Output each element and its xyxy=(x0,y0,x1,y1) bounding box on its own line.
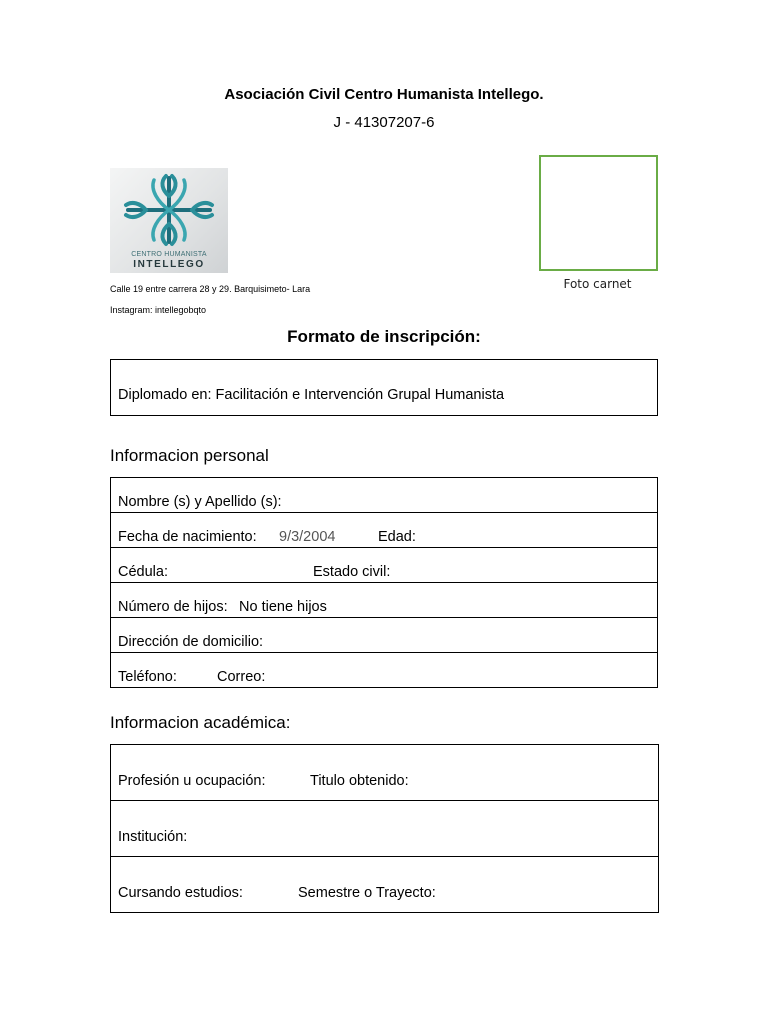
table-row xyxy=(111,745,658,800)
name-label: Nombre (s) y Apellido (s): xyxy=(118,494,282,510)
diploma-text: Diplomado en: Facilitación e Intervención Grupal Humanista xyxy=(118,387,505,403)
semester-label: Semestre o Trayecto: xyxy=(298,885,436,901)
table-row xyxy=(111,547,657,582)
form-title: Formato de inscripción: xyxy=(287,327,481,346)
table-row xyxy=(111,478,657,512)
section-heading-academic: Informacion académica: xyxy=(110,713,291,732)
personal-info-table xyxy=(110,477,658,688)
organization-id: J - 41307207-6 xyxy=(333,114,435,131)
degree-label: Titulo obtenido: xyxy=(310,773,409,789)
instagram-text: Instagram: intellegobqto xyxy=(110,305,207,315)
birth-value[interactable]: 9/3/2004 xyxy=(279,529,336,545)
age-label: Edad: xyxy=(378,529,416,545)
children-label: Número de hijos: xyxy=(118,599,228,615)
home-address-label: Dirección de domicilio: xyxy=(118,634,264,650)
leaf-cross-icon xyxy=(110,168,228,250)
logo xyxy=(110,168,228,273)
id-label: Cédula: xyxy=(118,564,168,580)
studying-label: Cursando estudios: xyxy=(118,885,243,901)
section-heading-personal: Informacion personal xyxy=(110,446,269,465)
table-row xyxy=(111,617,657,652)
academic-info-table xyxy=(110,744,659,913)
profession-label: Profesión u ocupación: xyxy=(118,773,266,789)
table-row xyxy=(111,582,657,617)
table-row xyxy=(111,652,657,687)
children-value[interactable]: No tiene hijos xyxy=(239,599,327,615)
logo-text-line1: CENTRO HUMANISTA xyxy=(131,251,207,258)
institution-label: Institución: xyxy=(118,829,188,845)
table-row xyxy=(111,512,657,547)
civil-status-label: Estado civil: xyxy=(313,564,391,580)
birth-label: Fecha de nacimiento: xyxy=(118,529,257,545)
photo-placeholder xyxy=(539,155,658,271)
photo-label: Foto carnet xyxy=(563,277,632,291)
table-row xyxy=(111,856,658,912)
diploma-box xyxy=(110,359,658,416)
address-text: Calle 19 entre carrera 28 y 29. Barquisimeto- Lara xyxy=(110,284,311,294)
logo-text-line2: INTELLEGO xyxy=(133,259,205,270)
organization-name: Asociación Civil Centro Humanista Intellego. xyxy=(224,86,544,103)
table-row xyxy=(111,800,658,856)
phone-label: Teléfono: xyxy=(118,669,177,685)
email-label: Correo: xyxy=(217,669,266,685)
